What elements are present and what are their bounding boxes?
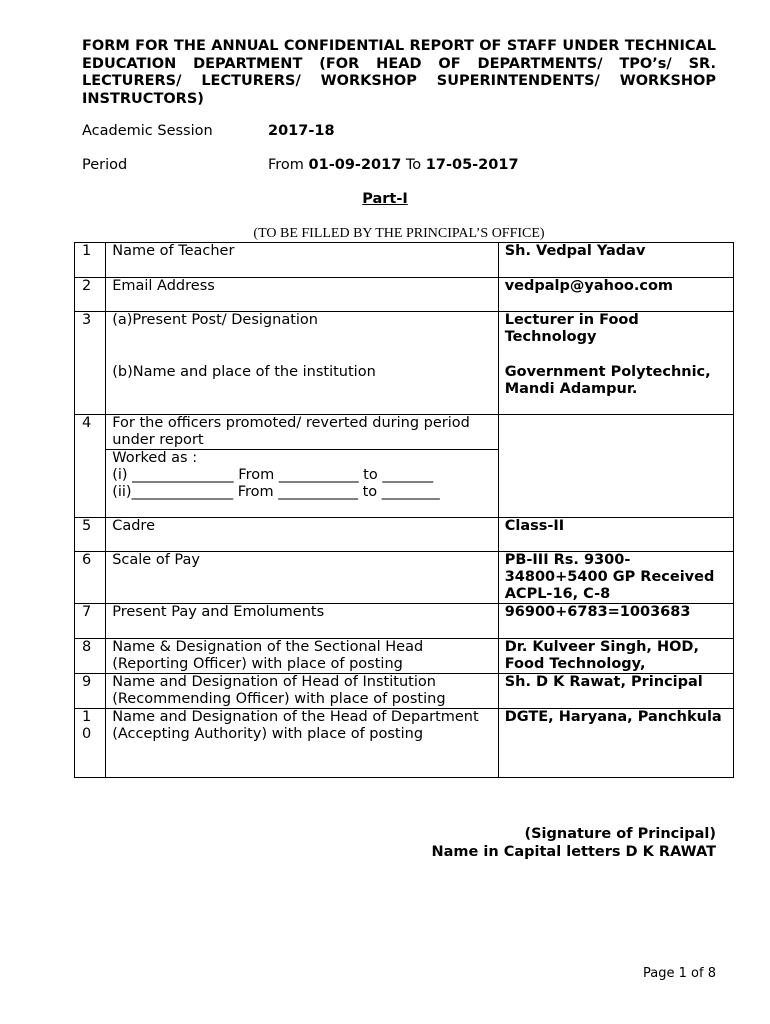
row-value: Sh. Vedpal Yadav <box>498 243 733 278</box>
period-from-word: From <box>268 157 304 173</box>
row-number: 8 <box>75 639 106 674</box>
signature-line: (Signature of Principal) <box>524 826 716 842</box>
part-heading: Part-I <box>362 191 408 207</box>
row-label: Email Address <box>106 278 498 312</box>
form-title: FORM FOR THE ANNUAL CONFIDENTIAL REPORT OF STAFF UNDER TECHNICAL EDUCATION DEPARTMENT (FOR HEAD OF DEPARTMENTS/ TPO’s/ SR. LECTURERS/ LECTURERS/ WORKSHOP SUPERINTENDENTS/ WORKSHOP INSTRUCTORS) <box>82 38 716 107</box>
office-note: (TO BE FILLED BY THE PRINCIPAL’S OFFICE) <box>253 226 545 241</box>
table-row <box>75 243 734 278</box>
row-value <box>498 415 733 518</box>
row-value: vedpalp@yahoo.com <box>498 278 733 312</box>
signature-name: Name in Capital letters D K RAWAT <box>431 844 716 860</box>
row-value: Dr. Kulveer Singh, HOD, Food Technology, <box>498 639 733 674</box>
page-number: Page 1 of 8 <box>643 966 716 981</box>
row-number: 6 <box>75 552 106 604</box>
row-value: DGTE, Haryana, Panchkula <box>498 709 733 778</box>
table-row <box>75 674 734 709</box>
row-value: PB-III Rs. 9300-34800+5400 GP Received ACPL-16, C-8 <box>498 552 733 604</box>
table-row <box>75 639 734 674</box>
worked-as-label: Worked as : <box>112 450 198 466</box>
row-label: Name & Designation of the Sectional Head (Reporting Officer) with place of posting <box>106 639 498 674</box>
row-label: Scale of Pay <box>106 552 498 604</box>
row-label: Cadre <box>106 518 498 552</box>
row-value: 96900+6783=1003683 <box>498 604 733 639</box>
row-number: 9 <box>75 674 106 709</box>
period-value <box>268 157 519 173</box>
table-row <box>75 364 734 415</box>
row-number: 3 <box>75 312 106 415</box>
report-table <box>74 242 734 778</box>
row-label-cell <box>106 415 498 518</box>
row-label: Name of Teacher <box>106 243 498 278</box>
table-row <box>75 709 734 778</box>
row-label: (b)Name and place of the institution <box>106 364 498 415</box>
academic-session-label: Academic Session <box>82 123 213 139</box>
row-number: 1 0 <box>75 709 106 778</box>
table-row <box>75 604 734 639</box>
row-label: Present Pay and Emoluments <box>106 604 498 639</box>
table-row <box>75 415 734 518</box>
period-label: Period <box>82 157 128 173</box>
table-row <box>75 518 734 552</box>
table-row <box>75 278 734 312</box>
row-number: 4 <box>75 415 106 518</box>
worked-as-line-ii: (ii)______________ From ___________ to ________ <box>112 484 440 500</box>
worked-as-line-i: (i) ______________ From ___________ to _______ <box>112 467 434 483</box>
row-value: Class-II <box>498 518 733 552</box>
table-row <box>75 312 734 364</box>
row-label-cell <box>106 709 498 778</box>
row-label-line2: (Accepting Authority) with place of posting <box>112 726 424 742</box>
row-number: 2 <box>75 278 106 312</box>
row-number: 5 <box>75 518 106 552</box>
row-number: 1 <box>75 243 106 278</box>
row-label: For the officers promoted/ reverted during period under report <box>106 415 497 450</box>
row-value: Government Polytechnic, Mandi Adampur. <box>498 364 733 415</box>
period-from-date: 01-09-2017 <box>308 157 402 173</box>
row-label: Name and Designation of the Head of Department <box>112 709 479 725</box>
row-label: Name and Designation of Head of Institution (Recommending Officer) with place of posting <box>106 674 498 709</box>
period-to-date: 17-05-2017 <box>425 157 519 173</box>
table-row <box>75 552 734 604</box>
row-value: Sh. D K Rawat, Principal <box>498 674 733 709</box>
row-value: Lecturer in Food Technology <box>498 312 733 364</box>
row-number: 7 <box>75 604 106 639</box>
period-to-word: To <box>405 157 422 173</box>
row-label: (a)Present Post/ Designation <box>106 312 498 364</box>
academic-session-value: 2017-18 <box>268 123 335 139</box>
